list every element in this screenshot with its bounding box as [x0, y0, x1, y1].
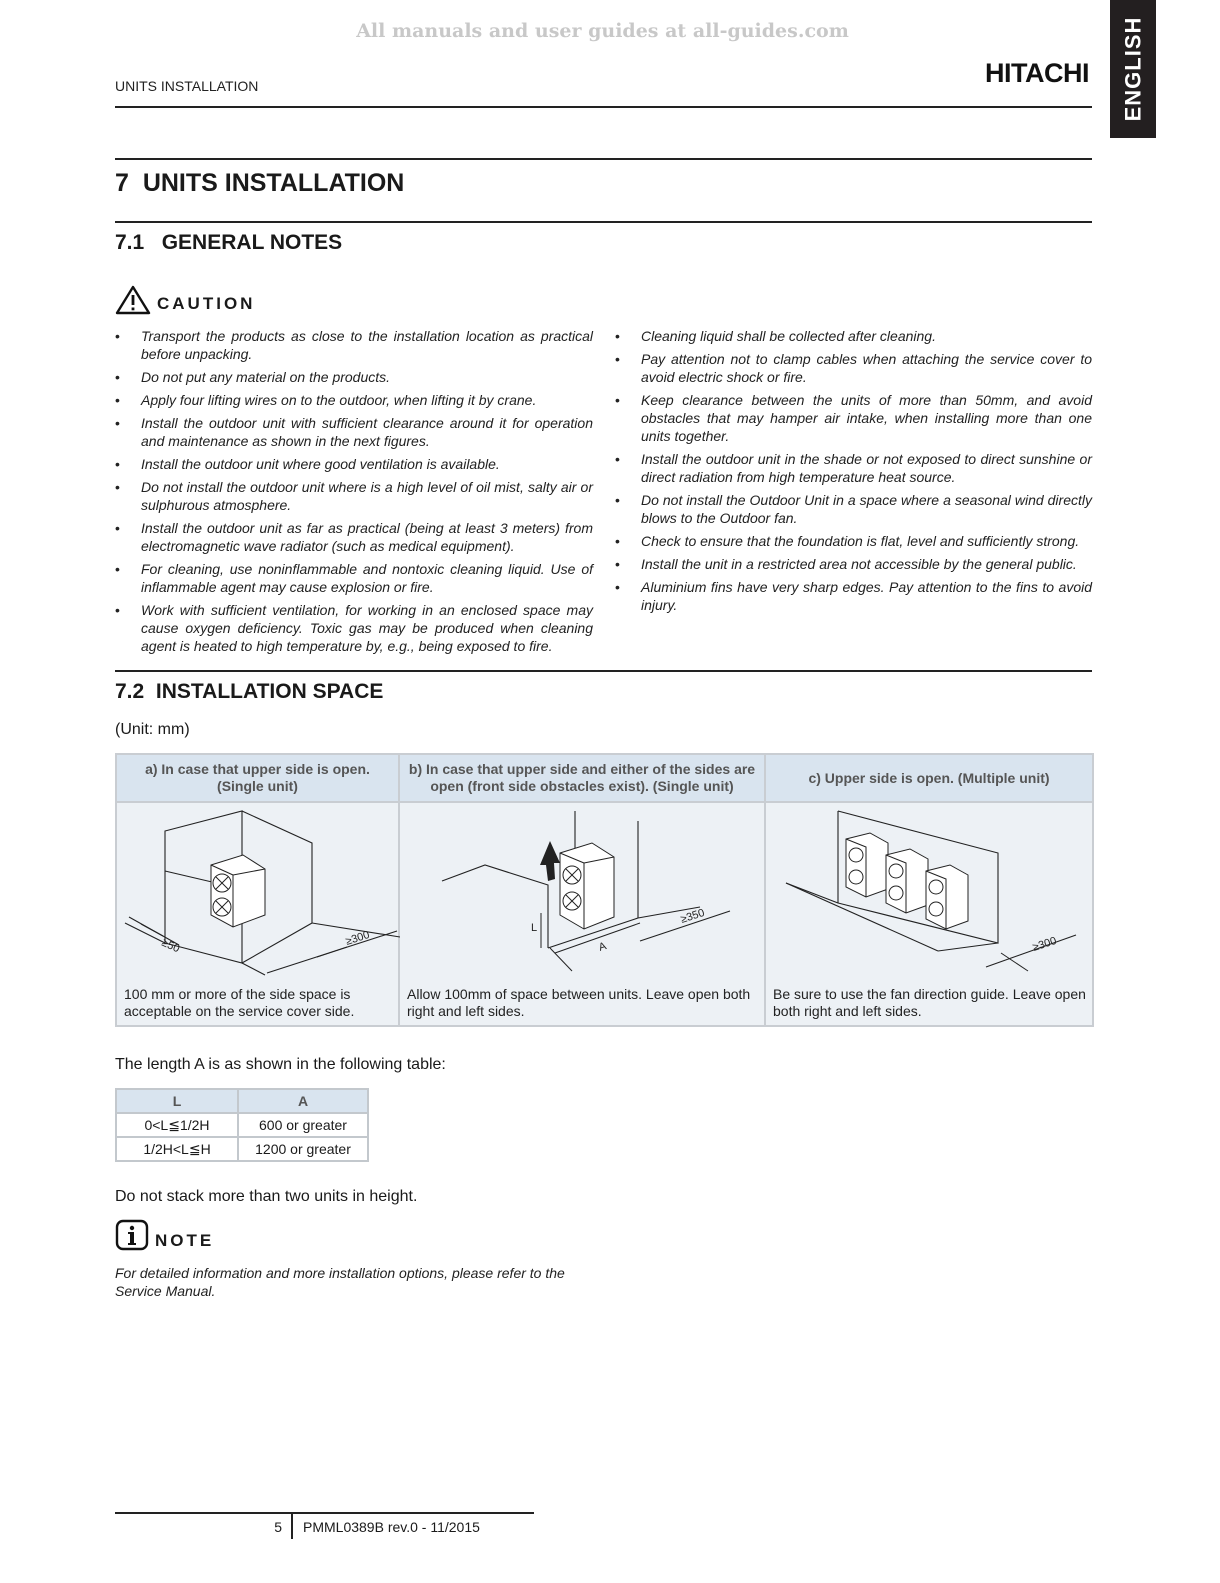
note-heading [115, 1219, 214, 1251]
case-b-height-label: L [531, 922, 538, 934]
section-title-general-notes [115, 231, 342, 255]
case-c-front-label: ≥300 [1031, 934, 1059, 954]
case-a-diagram [117, 803, 400, 983]
info-icon [115, 1219, 149, 1251]
caution-item: • Do not install the Outdoor Unit in a space where a seasonal wind directly blows to the Outdoor fan. [615, 491, 1092, 527]
case-c-cell [765, 802, 1093, 1026]
table-cell: 1200 or greater [238, 1137, 368, 1161]
warning-triangle-icon [115, 285, 151, 315]
caution-item: • Install the outdoor unit as far as practical (being at least 3 meters) from electromagnetic wave radiator (such as medical equipment). [115, 519, 593, 555]
note-label: NOTE [155, 1231, 215, 1250]
caution-item: • Do not install the outdoor unit where is a high level of oil mist, salty air or sulphurous atmosphere. [115, 478, 593, 514]
caution-item: • For cleaning, use noninflammable and nontoxic cleaning liquid. Use of inflammable agent may cause explosion or fire. [115, 560, 593, 596]
caution-item: • Install the unit in a restricted area not accessible by the general public. [615, 555, 1092, 573]
case-a-front-label: ≥300 [344, 928, 372, 948]
table-row [116, 1113, 368, 1137]
language-tab-label: ENGLISH [1120, 16, 1146, 122]
caution-item: • Apply four lifting wires on to the outdoor, when lifting it by crane. [115, 391, 593, 409]
unit-note: (Unit: mm) [115, 721, 190, 738]
section-title-installation-space [115, 680, 383, 704]
note-text: For detailed information and more installation options, please refer to the Service Manual. [115, 1265, 565, 1299]
table-row [116, 1137, 368, 1161]
chapter-number: 7 [115, 169, 129, 197]
table-cell: 600 or greater [238, 1113, 368, 1137]
caution-item: • Check to ensure that the foundation is flat, level and sufficiently strong. [615, 532, 1092, 550]
chapter-title [115, 169, 404, 198]
section-number: 7.2 [115, 680, 145, 703]
caution-label: CAUTION [157, 294, 256, 313]
stack-note: Do not stack more than two units in height. [115, 1188, 418, 1205]
case-a-caption: 100 mm or more of the side space is acceptable on the service cover side. [124, 986, 355, 1019]
case-b-cell [399, 802, 765, 1026]
section-title-text: GENERAL NOTES [161, 231, 343, 254]
case-c-header: c) Upper side is open. (Multiple unit) [765, 754, 1093, 802]
case-b-header: b) In case that upper side and either of the sides are open (front side obstacles exist). (Single unit) [399, 754, 765, 802]
case-a-header: a) In case that upper side is open. (Single unit) [116, 754, 399, 802]
running-header: UNITS INSTALLATION [115, 78, 259, 94]
header-rule [115, 106, 1092, 108]
installation-space-table [115, 753, 1094, 1027]
brand-logo: HITACHI [985, 58, 1089, 88]
case-b-front-label: ≥350 [679, 906, 707, 926]
case-c-diagram [766, 803, 1094, 983]
caution-item: • Install the outdoor unit with sufficient clearance around it for operation and maintenance as shown in the next figures. [115, 414, 593, 450]
length-table-intro: The length A is as shown in the following table: [115, 1056, 446, 1073]
chapter-title-text: UNITS INSTALLATION [142, 169, 405, 197]
language-tab [1110, 0, 1156, 138]
caution-heading [115, 285, 255, 315]
chapter-top-rule [115, 158, 1092, 160]
caution-item: • Do not put any material on the products. [115, 368, 593, 386]
table-cell: 1/2H<L≦H [116, 1137, 238, 1161]
case-a-side-label: ≥50 [159, 936, 182, 956]
length-table-header: L [116, 1089, 238, 1113]
footer-separator [291, 1514, 293, 1539]
caution-item: • Install the outdoor unit where good ventilation is available. [115, 455, 593, 473]
caution-item: • Cleaning liquid shall be collected after cleaning. [615, 327, 1092, 345]
case-b-diagram [400, 803, 766, 983]
footer-rule [115, 1512, 534, 1514]
table-cell: 0<L≦1/2H [116, 1113, 238, 1137]
length-table [115, 1088, 369, 1162]
case-b-length-label: A [597, 940, 608, 954]
caution-item: • Install the outdoor unit in the shade or not exposed to direct sunshine or direct radiation from high temperature heat source. [615, 450, 1092, 486]
case-b-caption: Allow 100mm of space between units. Leave open both right and left sides. [407, 986, 751, 1019]
caution-item: • Work with sufficient ventilation, for working in an enclosed space may cause oxygen deficiency. Toxic gas may be produced when cleaning agent is heated to high temperature by, e.g., being exposed to fire. [115, 601, 593, 655]
section-rule-7-1 [115, 221, 1092, 223]
caution-item: • Keep clearance between the units of more than 50mm, and avoid obstacles that may hamper air intake, when installing more than one units together. [615, 391, 1092, 445]
section-number: 7.1 [115, 231, 145, 254]
case-c-caption: Be sure to use the fan direction guide. Leave open both right and left sides. [773, 986, 1086, 1019]
length-table-header: A [238, 1089, 368, 1113]
caution-item: • Pay attention not to clamp cables when attaching the service cover to avoid electric shock or fire. [615, 350, 1092, 386]
caution-list-right [615, 327, 1092, 619]
case-a-cell [116, 802, 399, 1026]
watermark: All manuals and user guides at all-guides.com [356, 20, 849, 42]
caution-item: • Transport the products as close to the installation location as practical before unpacking. [115, 327, 593, 363]
document-code: PMML0389B rev.0 - 11/2015 [303, 1519, 480, 1535]
page-number: 5 [274, 1519, 282, 1535]
caution-item: • Aluminium fins have very sharp edges. Pay attention to the fins to avoid injury. [615, 578, 1092, 614]
section-title-text: INSTALLATION SPACE [155, 680, 384, 703]
caution-list-left [115, 327, 593, 660]
section-rule-7-2 [115, 670, 1092, 672]
